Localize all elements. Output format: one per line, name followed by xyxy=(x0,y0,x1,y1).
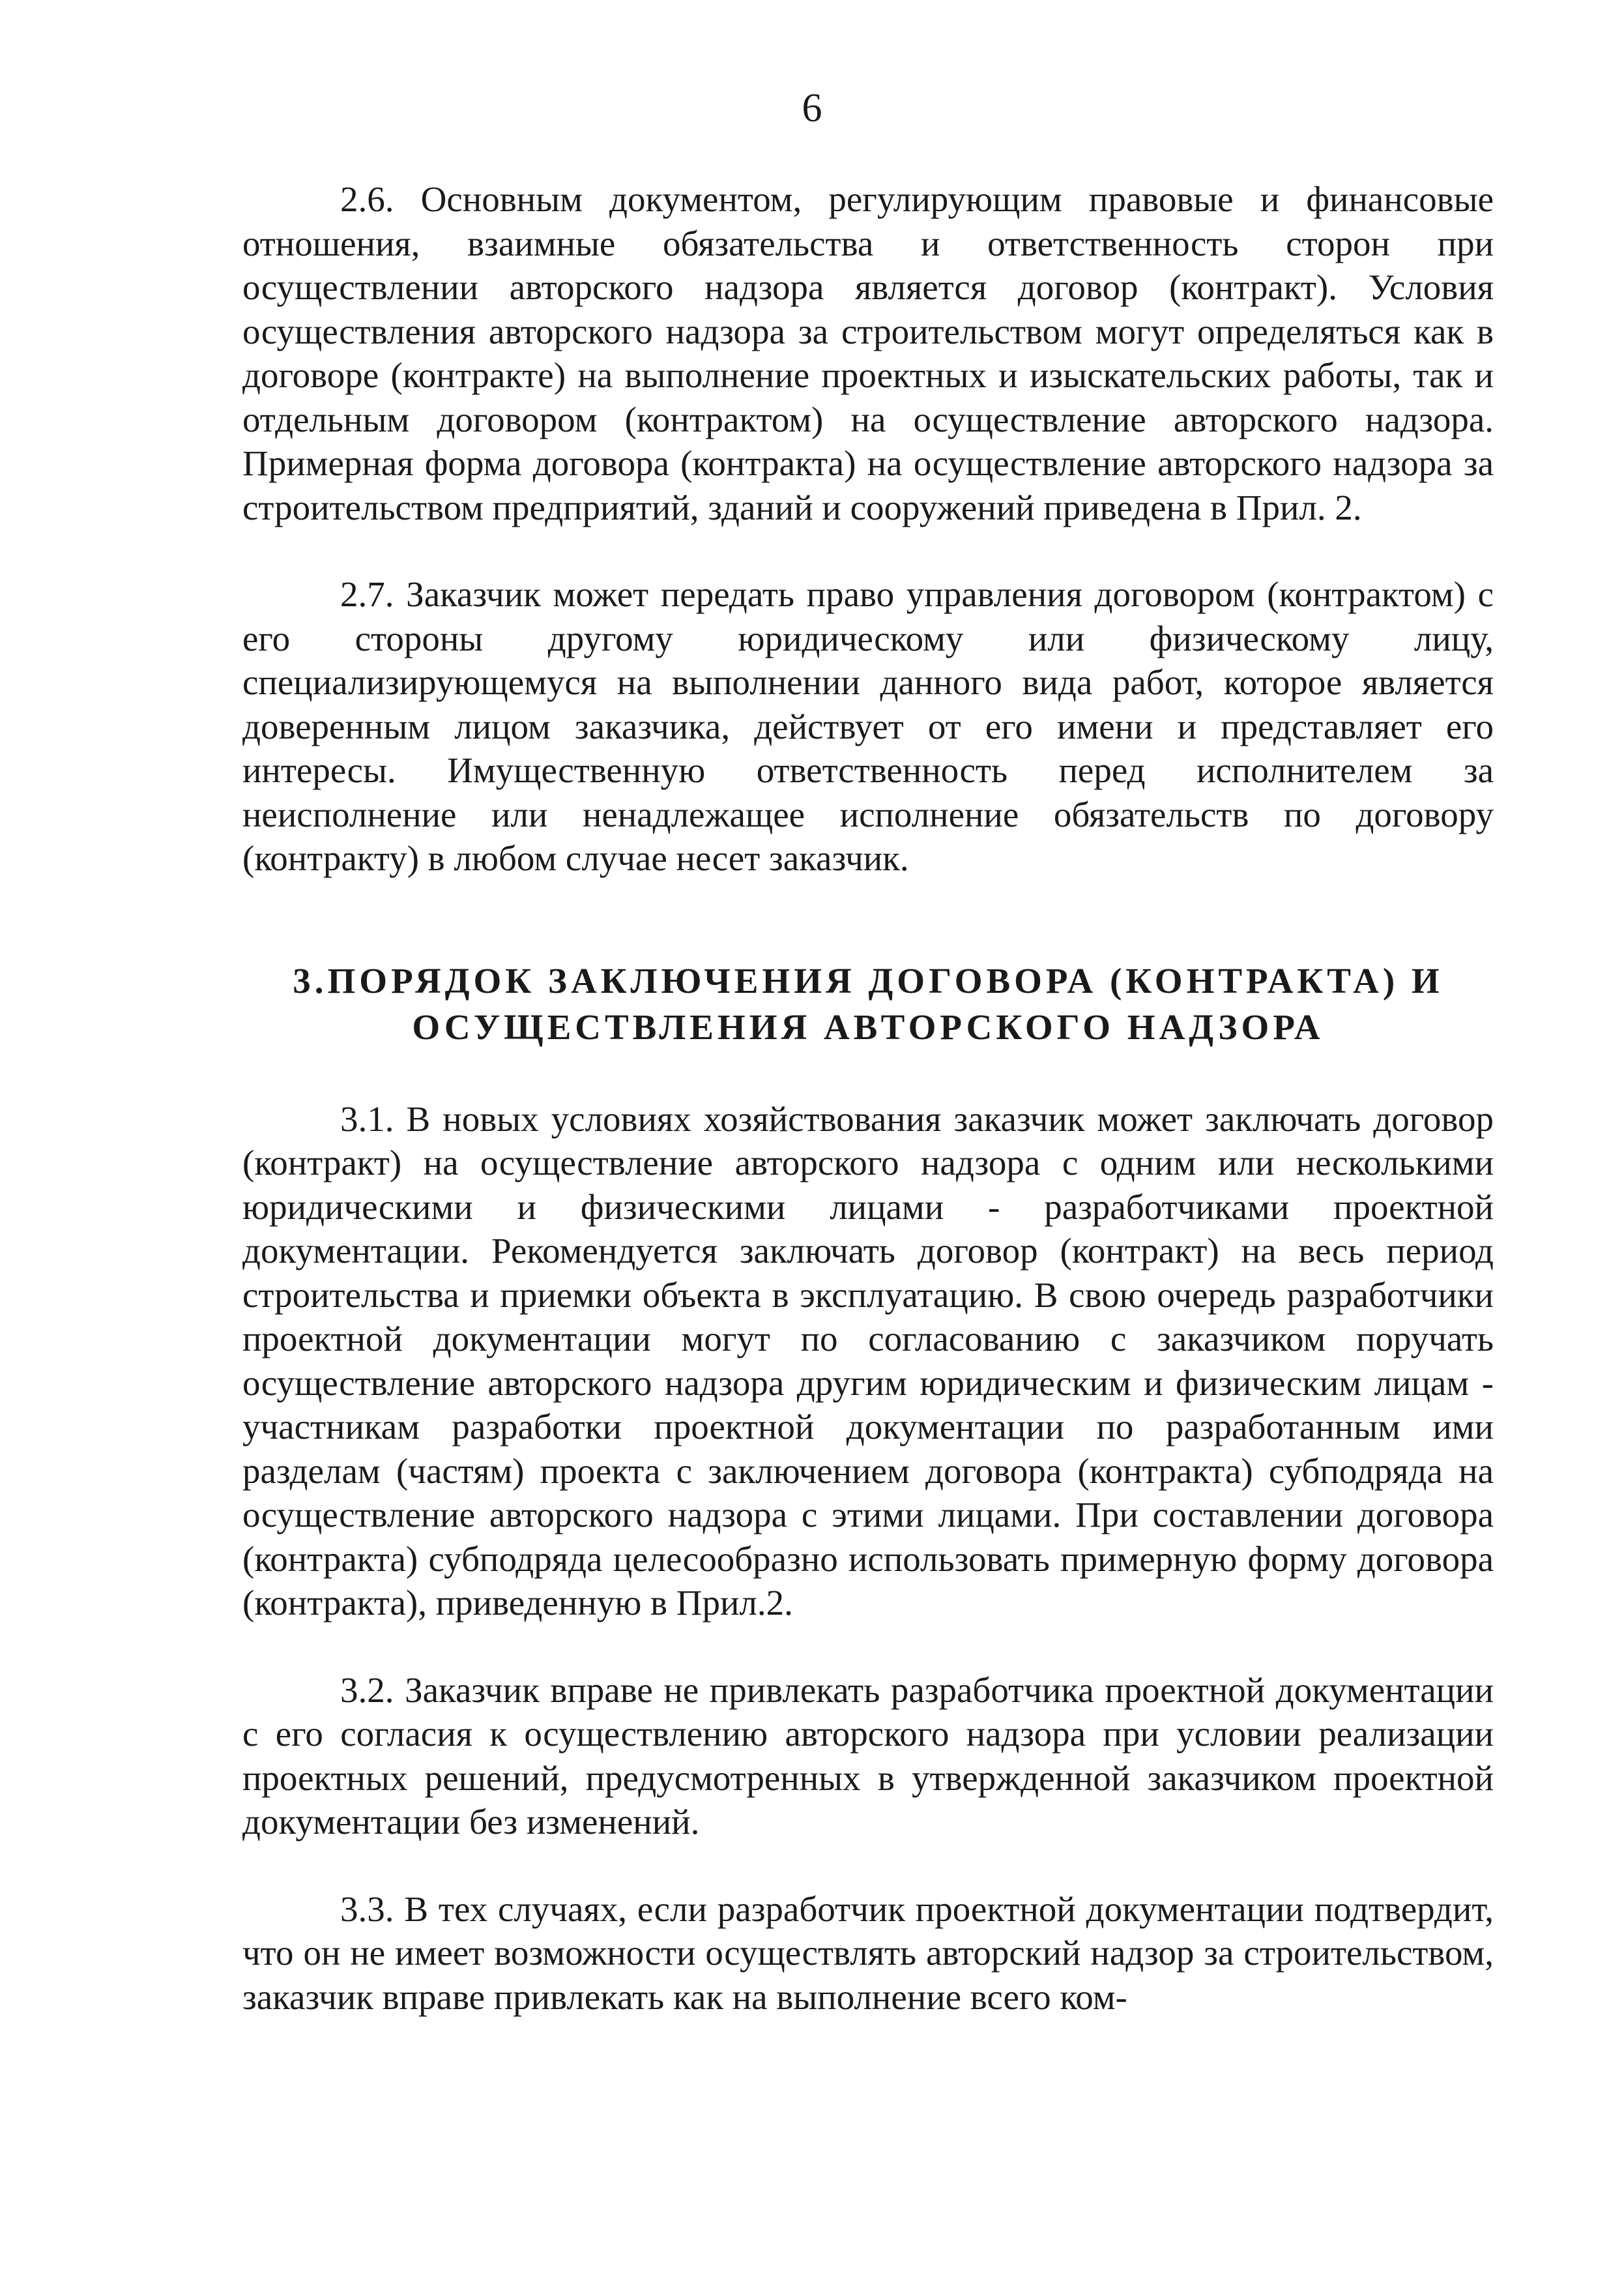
section-heading-line-2: ОСУЩЕСТВЛЕНИЯ АВТОРСКОГО НАДЗОРА xyxy=(412,1006,1324,1047)
paragraph-3-2: 3.2. Заказчик вправе не привлекать разработчика проектной документации с его согласия к осуществлению авторского надзора при условии реализации проектных решений, предусмотренных в утвержденной заказчиком проектной документации без изменений. xyxy=(242,1669,1494,1842)
paragraph-3-3: 3.3. В тех случаях, если разработчик проектной документации подтвердит, что он не имеет возможности осуществлять авторский надзор за строительством, заказчик вправе привлекать как на выполнение всего ком- xyxy=(242,1888,1494,2017)
section-heading xyxy=(242,958,1494,1050)
page-number: 6 xyxy=(802,86,822,130)
paragraph-2-6: 2.6. Основным документом, регулирующим правовые и финансовые отношения, взаимные обязательства и ответственность сторон при осуществлении авторского надзора является договор (контракт). Условия осуществления авторского надзора за строительством могут определяться как в договоре (контракте) на выполнение проектных и изыскательских работы, так и отдельным договором (контрактом) на осуществление авторского надзора. Примерная форма договора (контракта) на осуществление авторского надзора за строительством предприятий, зданий и сооружений приведена в Прил. 2. xyxy=(242,179,1494,527)
page-body xyxy=(242,177,1494,2019)
paragraph-3-1: 3.1. В новых условиях хозяйствования заказчик может заключать договор (контракт) на осуществление авторского надзора с одним или несколькими юридическими и физическими лицами - разработчиками проектной документации. Рекомендуется заключать договор (контракт) на весь период строительства и приемки объекта в эксплуатацию. В свою очередь разработчики проектной документации могут по согласованию с заказчиком поручать осуществление авторского надзора другим юридическим и физическим лицам - участникам разработки проектной документации по разработанным ими разделам (частям) проекта с заключением договора (контракта) субподряда на осуществление авторского надзора с этими лицами. При составлении договора (контракта) субподряда целесообразно использовать примерную форму договора (контракта), приведенную в Прил.2. xyxy=(242,1098,1494,1623)
paragraph-2-7: 2.7. Заказчик может передать право управления договором (контрактом) с его стороны другому юридическому или физическому лицу, специализирующемуся на выполнении данного вида работ, которое является доверенным лицом заказчика, действует от его имени и представляет его интересы. Имущественную ответственность перед исполнителем за неисполнение или ненадлежащее исполнение обязательств по договору (контракту) в любом случае несет заказчик. xyxy=(242,574,1494,878)
section-heading-line-1: 3.ПОРЯДОК ЗАКЛЮЧЕНИЯ ДОГОВОРА (КОНТРАКТА) И xyxy=(293,960,1443,1001)
